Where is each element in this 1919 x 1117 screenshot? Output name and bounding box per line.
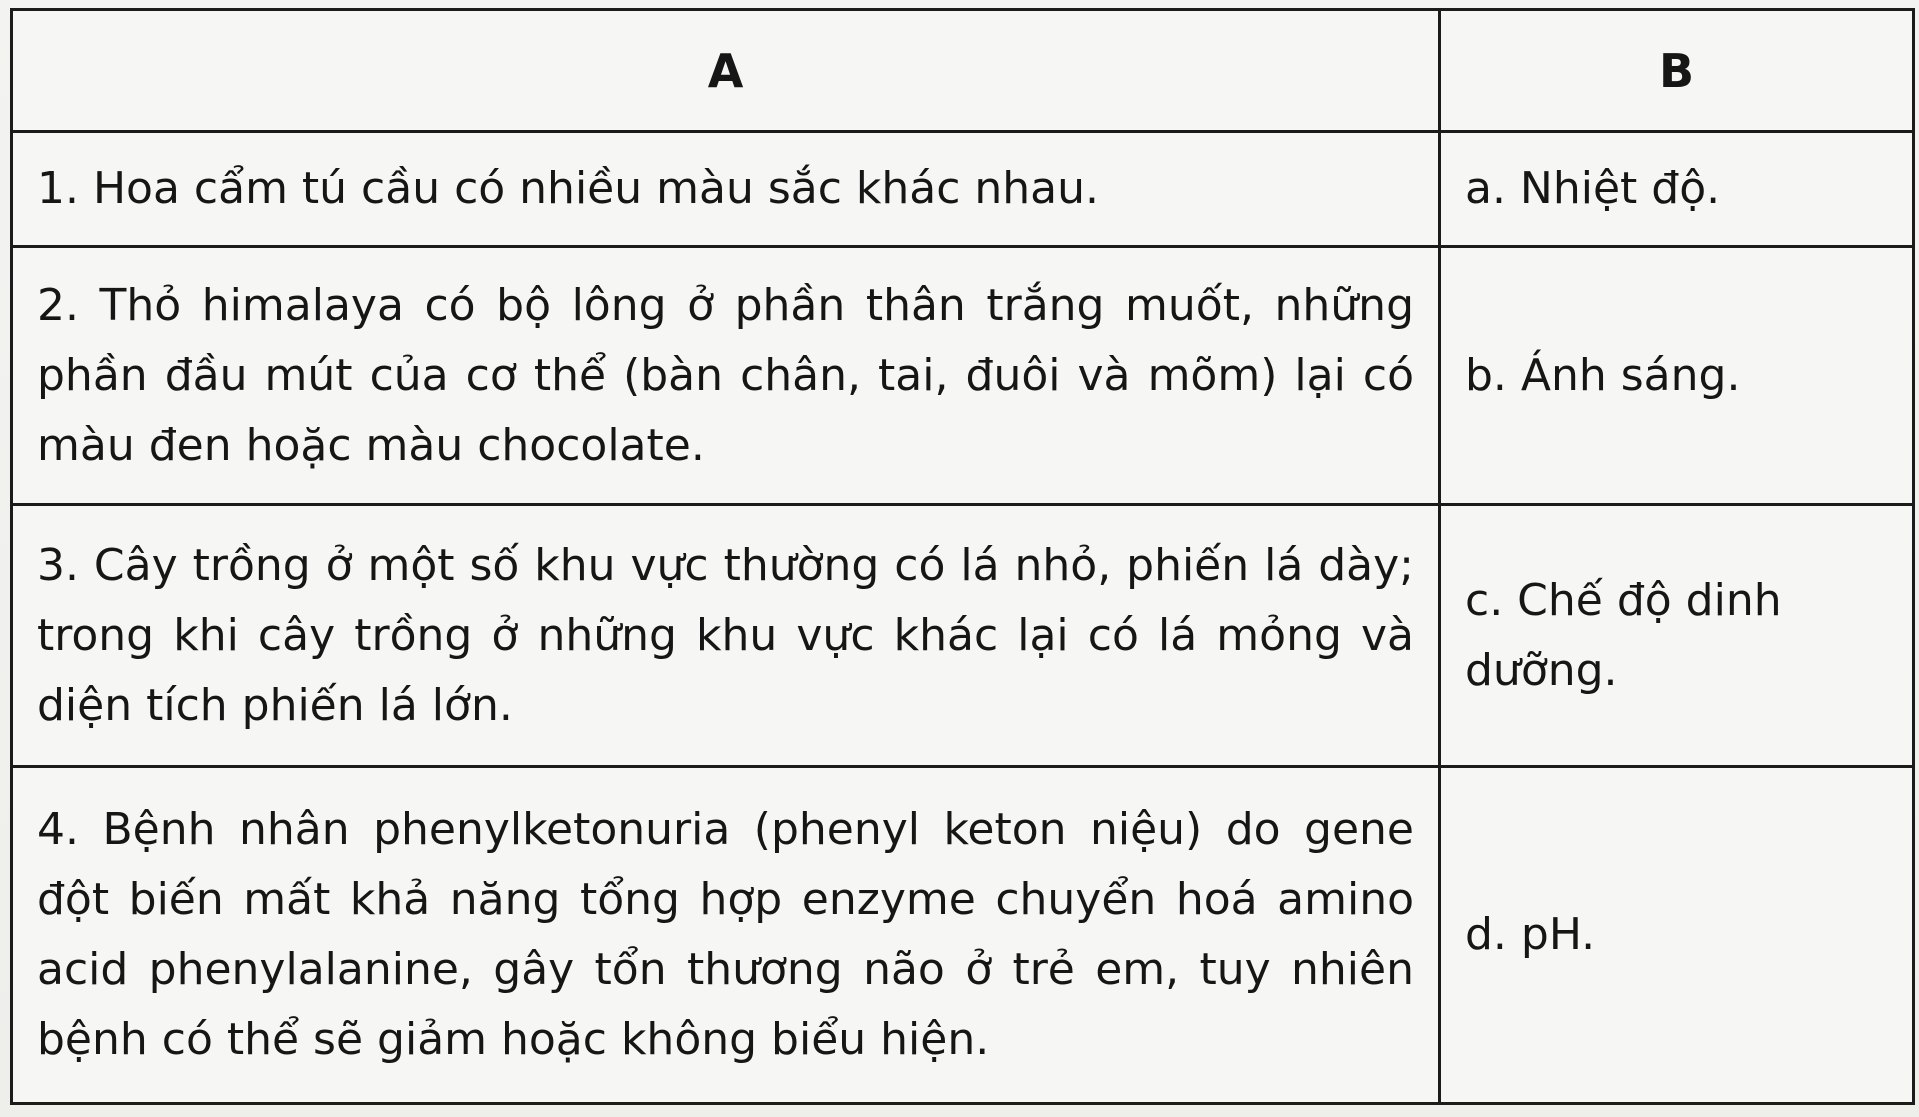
table-row [12,132,1914,247]
table-row [12,247,1914,505]
matching-table [10,8,1915,1105]
column-header-a: A [12,10,1440,132]
statement-1: 1. Hoa cẩm tú cầu có nhiều màu sắc khác nhau. [12,132,1440,247]
table-header-row [12,10,1914,132]
table-row [12,505,1914,767]
statement-3: 3. Cây trồng ở một số khu vực thường có lá nhỏ, phiến lá dày; trong khi cây trồng ở những khu vực khác lại có lá mỏng và diện tích phiến lá lớn. [12,505,1440,767]
statement-2: 2. Thỏ himalaya có bộ lông ở phần thân trắng muốt, những phần đầu mút của cơ thể (bàn chân, tai, đuôi và mõm) lại có màu đen hoặc màu chocolate. [12,247,1440,505]
statement-4: 4. Bệnh nhân phenylketonuria (phenyl keton niệu) do gene đột biến mất khả năng tổng hợp enzyme chuyển hoá amino acid phenylalanine, gây tổn thương não ở trẻ em, tuy nhiên bệnh có thể sẽ giảm hoặc không biểu hiện. [12,767,1440,1104]
column-header-b: B [1440,10,1914,132]
factor-b: b. Ánh sáng. [1440,247,1914,505]
factor-d: d. pH. [1440,767,1914,1104]
factor-c: c. Chế độ dinh dưỡng. [1440,505,1914,767]
table-row [12,767,1914,1104]
factor-a: a. Nhiệt độ. [1440,132,1914,247]
